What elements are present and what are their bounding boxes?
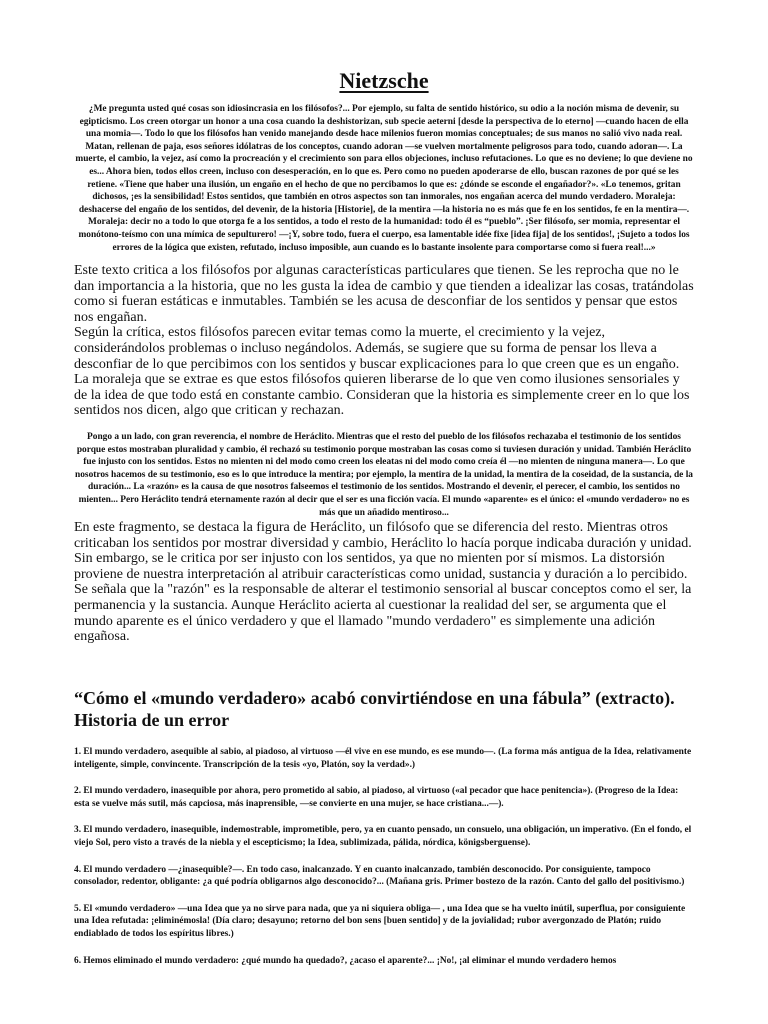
nietzsche-quote-heraclitus: Pongo a un lado, con gran reverencia, el nombre de Heráclito. Mientras que el resto del pueblo de los filósofos rechazaba el testimonio de los sentidos porque estos mostraban pluralidad y cambio, él rechazó su testimonio porque mostraban las cosas como si tuviesen duración y unidad. También Heráclito fue injusto con los sentidos. Estos no mienten ni del modo como creen los eleatas ni del modo como creía él —no mienten de ninguna manera—. Lo que nosotros hacemos de su testimonio, eso es lo que introduce la mentira; por ejemplo, la mentira de la unidad, la mentira de la coseidad, de la sustancia, de la duración... La «razón» es la causa de que nosotros falseemos el testimonio de los sentidos. Mostrando el devenir, el perecer, el cambio, los sentidos no mienten... Pero Heráclito tendrá eternamente razón al decir que el ser es una ficción vacía. El mundo «aparente» es el único: el «mundo verdadero» no es más que un añadido mentiroso... xyxy=(75,432,693,518)
list-item: 4. El mundo verdadero —¿inasequible?—. En todo caso, inalcanzado. Y en cuanto inalcanzado, también desconocido. Por consiguiente, tampoco consolador, redentor, obligante: ¿a qué podría obligarnos algo desconocido?... (Mañana gris. Primer bostezo de la razón. Canto del gallo del positivismo.) xyxy=(74,864,685,888)
commentary-paragraph: Se señala que la "razón" es la responsable de alterar el testimonio sensorial al buscar conceptos como el ser, la permanencia y la sustancia. Aunque Heráclito acierta al cuestionar la realidad del ser, se argumenta que el mundo aparente es el único verdadero y que el llamado "mundo verdadero" es simplemente una adición engañosa. xyxy=(74,582,692,645)
commentary-paragraph: Sin embargo, se le critica por ser injusto con los sentidos, ya que no mienten por sí mismos. La distorsión proviene de nuestra interpretación al atribuir características como unidad, sustancia y duración a lo percibido. xyxy=(74,551,688,582)
commentary-paragraph: En este fragmento, se destaca la figura de Heráclito, un filósofo que se diferencia del resto. Mientras otros criticaban los sentidos por mostrar diversidad y cambio, Heráclito lo hacía porque indicaba duración y unidad. xyxy=(74,520,692,551)
commentary-idiosyncrasy xyxy=(74,263,694,419)
list-item: 2. El mundo verdadero, inasequible por ahora, pero prometido al sabio, al piadoso, al virtuoso («al pecador que hace penitencia»). (Progreso de la Idea: esta se vuelve más sutil, más capciosa, más inaprensible, —se convierte en una mujer, se hace cristiana...—). xyxy=(74,786,679,809)
list-item: 1. El mundo verdadero, asequible al sabio, al piadoso, al virtuoso —él vive en ese mundo, es ese mundo—. (La forma más antigua de la Idea, relativamente inteligente, simple, convincente. Transcripción de la tesis «yo, Platón, soy la verdad».) xyxy=(74,747,692,770)
commentary-heraclitus xyxy=(74,520,694,645)
page-title: Nietzsche xyxy=(339,68,429,93)
list-item: 6. Hemos eliminado el mundo verdadero: ¿qué mundo ha quedado?, ¿acaso el aparente?... ¡No!, ¡al eliminar el mundo verdadero hemos xyxy=(74,955,617,966)
nietzsche-quote-idiosyncrasy: ¿Me pregunta usted qué cosas son idiosincrasia en los filósofos?... Por ejemplo, su falta de sentido histórico, su odio a la noción misma de devenir, su egipticismo. Los creen otorgar un honor a una cosa cuando la deshistorizan, sub specie aeterni [desde la perspectiva de lo eterno] —cuando hacen de ella una momia—. Todo lo que los filósofos han venido manejando desde hace milenios fueron momias conceptuales; de sus manos no salió vivo nada real. Matan, rellenan de paja, esos señores idólatras de los conceptos, cuando adoran —se vuelven mortalmente peligrosos para todo, cuando adoran—. La muerte, el cambio, la vejez, así como la procreación y el crecimiento son para ellos objeciones, incluso refutaciones. Lo que es no deviene; lo que deviene no es... Ahora bien, todos ellos creen, incluso con desesperación, en lo que es. Pero como no pueden apoderarse de ello, buscan razones de por qué se les retiene. «Tiene que haber una ilusión, un engaño en el hecho de que no percibamos lo que es: ¿dónde se esconde el engañador?». «Lo tenemos, gritan dichosos, ¡es la sensibilidad! Estos sentidos, que también en otros aspectos son tan inmorales, nos engañan acerca del mundo verdadero. Moraleja: deshacerse del engaño de los sentidos, del devenir, de la historia [Historie], de la mentira —la historia no es más que fe en los sentidos, fe en la mentira—. Moraleja: decir no a todo lo que otorga fe a los sentidos, a todo el resto de la humanidad: todo él es “pueblo”. ¡Ser filósofo, ser momia, representar el monótono-teísmo con una mímica de sepulturero! —¡Y, sobre todo, fuera el cuerpo, esa lamentable idée fixe [idea fija] de los sentidos!, ¡Sujeto a todos los errores de la lógica que existen, refutado, incluso imposible, aun cuando es lo bastante insolente para comportarse como si fuera real!...» xyxy=(75,104,693,253)
commentary-paragraph: Este texto critica a los filósofos por algunas características particulares que tienen. Se les reprocha que no le dan importancia a la historia, que no les gusta la idea de cambio y que tienden a idealizar las cosas, tratándolas como si fueran estáticas e inmutables. También se les acusa de desconfiar de los sentidos y pensar que estos nos engañan. xyxy=(74,263,694,325)
section-heading: “Cómo el «mundo verdadero» acabó convirtiéndose en una fábula” (extracto). Historia de un error xyxy=(74,688,675,730)
commentary-paragraph: Según la crítica, estos filósofos parecen evitar temas como la muerte, el crecimiento y la vejez, considerándolos problemas o incluso negándolos. Además, se sugiere que su forma de pensar los lleva a desconfiar de lo que percibimos con los sentidos y buscar explicaciones para lo que creen que es un engaño. xyxy=(74,325,680,372)
commentary-paragraph: La moraleja que se extrae es que estos filósofos quieren liberarse de lo que ven como ilusiones sensoriales y de la idea de que todo está en constante cambio. Consideran que la historia es simplemente creer en lo que los sentidos nos dicen, algo que critican y rechazan. xyxy=(74,372,690,419)
list-item: 3. El mundo verdadero, inasequible, indemostrable, imprometible, pero, ya en cuanto pensado, un consuelo, una obligación, un imperativo. (En el fondo, el viejo Sol, pero visto a través de la niebla y el escepticismo; la Idea, sublimizada, pálida, nórdica, königsberguense). xyxy=(74,825,692,848)
history-of-error-list xyxy=(74,746,694,981)
list-item: 5. El «mundo verdadero» —una Idea que ya no sirve para nada, que ya ni siquiera obliga— , una Idea que se ha vuelto inútil, superflua, por consiguiente una Idea refutada: ¡eliminémosla! (Día claro; desayuno; retorno del bon sens [buen sentido] y de la jovialidad; rubor avergonzado de Platón; ruido endiablado de todos los espíritus libres.) xyxy=(74,903,686,939)
